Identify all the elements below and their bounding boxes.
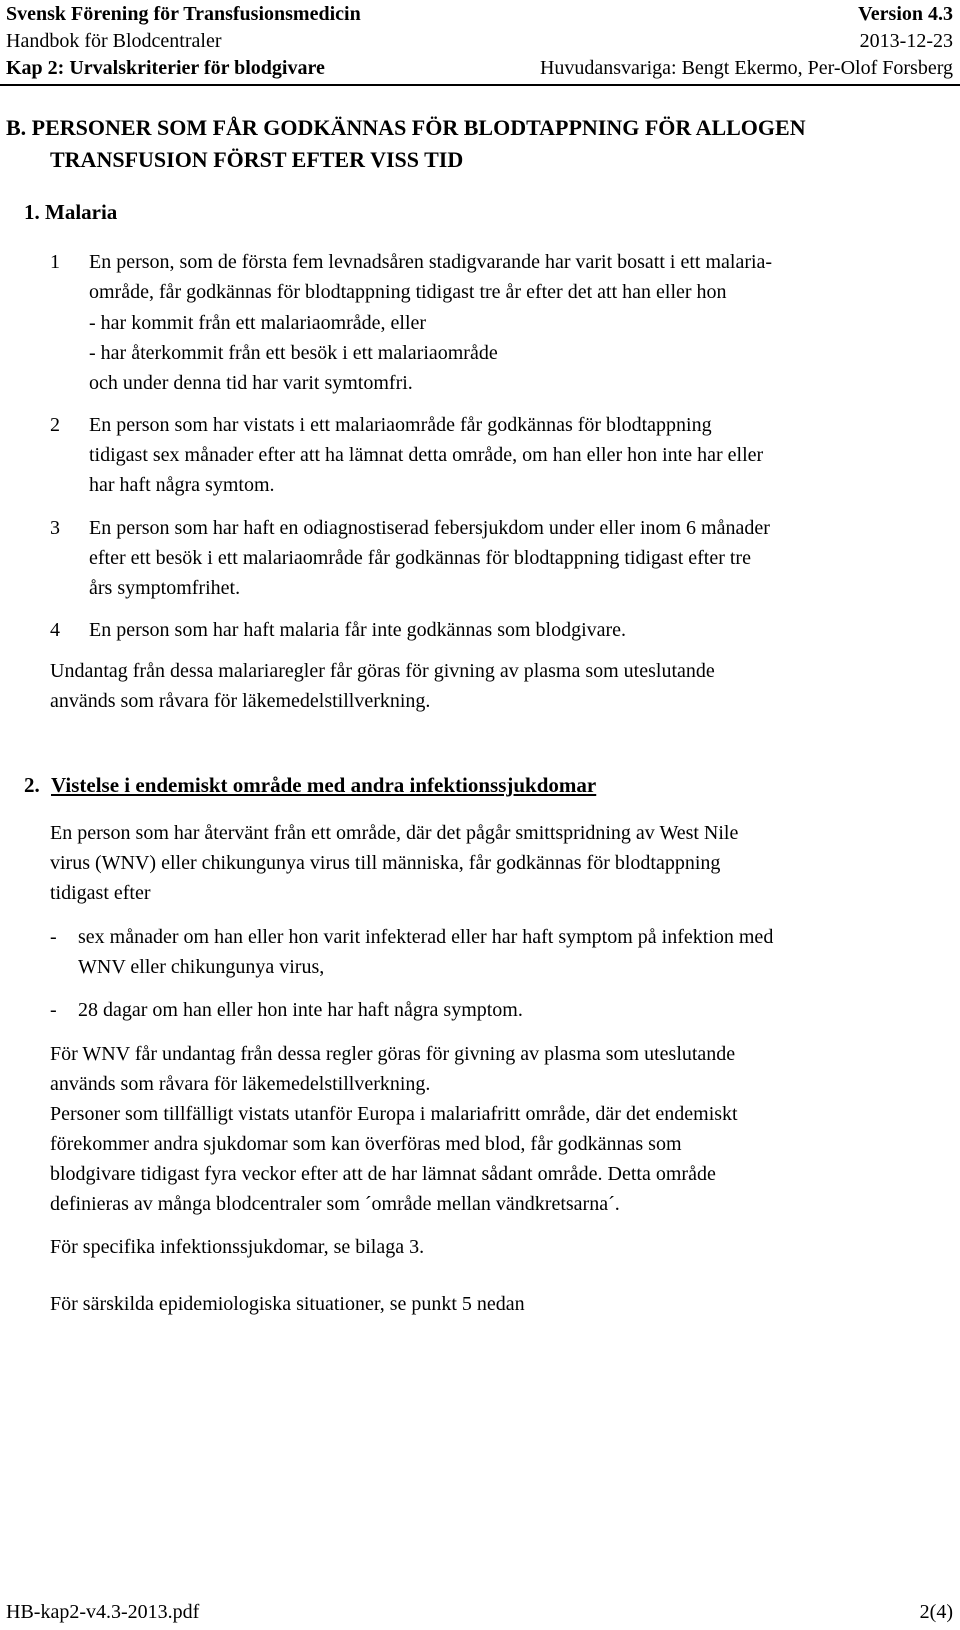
vistelse-intro-line: virus (WNV) eller chikungunya virus till människa, får godkännas för blodtappning [50, 852, 721, 874]
vistelse-heading [24, 773, 596, 798]
footer-filename: HB-kap2-v4.3-2013.pdf [6, 1601, 200, 1623]
outside-europe-line: definieras av många blodcentraler som ´område mellan vändkretsarna´. [50, 1193, 620, 1215]
malaria-item-3-line: efter ett besök i ett malariaområde får godkännas för blodtappning tidigast efter tre [89, 547, 751, 569]
specific-infections-note: För specifika infektionssjukdomar, se bilaga 3. [50, 1236, 425, 1258]
outside-europe-line: Personer som tillfälligt vistats utanför Europa i malariafritt område, där det endemiskt [50, 1103, 738, 1125]
malaria-item-1-line: - har återkommit från ett besök i ett malariaområde [89, 342, 498, 364]
vistelse-intro-line: tidigast efter [50, 882, 151, 904]
malaria-item-3-number: 3 [50, 517, 60, 539]
header-responsible: Huvudansvariga: Bengt Ekermo, Per-Olof Forsberg [539, 57, 953, 79]
wnv-exception-line: används som råvara för läkemedelstillverkning. [50, 1073, 431, 1095]
malaria-item-2-line: tidigast sex månader efter att ha lämnat detta område, om han eller hon inte har eller [89, 444, 764, 466]
header-date: 2013-12-23 [859, 30, 953, 52]
malaria-exception-line: Undantag från dessa malariaregler får göras för givning av plasma som uteslutande [50, 660, 715, 682]
header-rule [0, 84, 960, 86]
malaria-item-2-line: En person som har vistats i ett malariaområde får godkännas för blodtappning [89, 414, 712, 436]
outside-europe-line: blodgivare tidigast fyra veckor efter att de har lämnat sådant område. Detta område [50, 1163, 716, 1185]
malaria-item-3-line: En person som har haft en odiagnostiserad febersjukdom under eller inom 6 månader [89, 517, 770, 539]
footer-page-number: 2(4) [919, 1601, 953, 1623]
header-org: Svensk Förening för Transfusionsmedicin [6, 3, 361, 25]
header-handbook: Handbok för Blodcentraler [6, 30, 222, 52]
vistelse-bullet-line: sex månader om han eller hon varit infekterad eller har haft symptom på infektion med [78, 926, 774, 948]
outside-europe-line: förekommer andra sjukdomar som kan överföras med blod, får godkännas som [50, 1133, 682, 1155]
malaria-item-1-number: 1 [50, 251, 60, 273]
vistelse-heading-title: Vistelse i endemiskt område med andra infektionssjukdomar [51, 773, 597, 797]
vistelse-bullet-dash: - [50, 999, 57, 1021]
malaria-item-1-line: område, får godkännas för blodtappning tidigast tre år efter det att han eller hon [89, 281, 727, 303]
wnv-exception-line: För WNV får undantag från dessa regler göras för givning av plasma som uteslutande [50, 1043, 736, 1065]
section-title-line-1: B. PERSONER SOM FÅR GODKÄNNAS FÖR BLODTAPPNING FÖR ALLOGEN [6, 115, 806, 140]
malaria-item-2-number: 2 [50, 414, 60, 436]
vistelse-bullet-line: 28 dagar om han eller hon inte har haft några symptom. [78, 999, 523, 1021]
vistelse-bullet-dash: - [50, 926, 57, 948]
malaria-item-1-line: och under denna tid har varit symtomfri. [89, 372, 413, 394]
malaria-item-1-line: En person, som de första fem levnadsåren stadigvarande har varit bosatt i ett malaria- [89, 251, 773, 273]
header-chapter: Kap 2: Urvalskriterier för blodgivare [6, 57, 325, 79]
vistelse-heading-number: 2. [24, 773, 40, 797]
malaria-item-2-line: har haft några symtom. [89, 474, 275, 496]
vistelse-intro-line: En person som har återvänt från ett område, där det pågår smittspridning av West Nile [50, 822, 739, 844]
section-title-line-2: TRANSFUSION FÖRST EFTER VISS TID [50, 147, 464, 172]
malaria-item-4-number: 4 [50, 619, 60, 641]
malaria-item-3-line: års symptomfrihet. [89, 577, 241, 599]
header-version: Version 4.3 [858, 3, 953, 25]
epidemiological-note: För särskilda epidemiologiska situationer, se punkt 5 nedan [50, 1293, 525, 1315]
malaria-heading: 1. Malaria [24, 200, 118, 224]
malaria-item-4-line: En person som har haft malaria får inte godkännas som blodgivare. [89, 619, 627, 641]
malaria-exception-line: används som råvara för läkemedelstillverkning. [50, 690, 431, 712]
vistelse-bullet-line: WNV eller chikungunya virus, [78, 956, 325, 978]
malaria-item-1-line: - har kommit från ett malariaområde, eller [89, 312, 427, 334]
